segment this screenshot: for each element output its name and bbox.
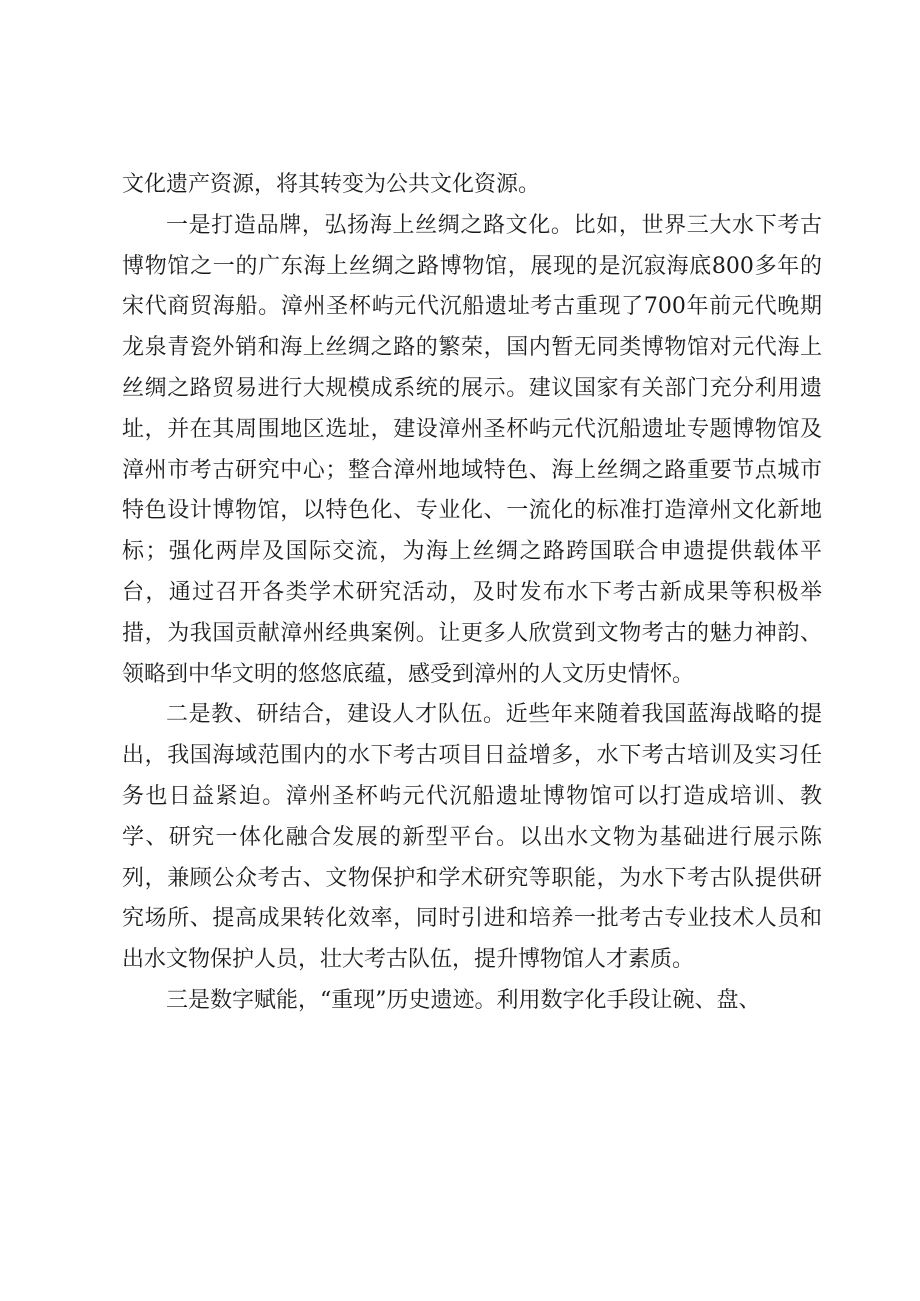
paragraph-talent-team: 二是教、研结合，建设人才队伍。近些年来随着我国蓝海战略的提出，我国海域范围内的水下考古项目日益增多，水下考古培训及实习任务也日益紧迫。漳州圣杯屿元代沉船遗址博物馆可以打造成培训、教学、研究一体化融合发展的新型平台。以出水文物为基础进行展示陈列，兼顾公众考古、文物保护和学术研究等职能，为水下考古队提供研究场所、提高成果转化效率，同时引进和培养一批考古专业技术人员和出水文物保护人员，壮大考古队伍，提升博物馆人才素质。	[122, 702, 822, 973]
document-body	[122, 165, 822, 1022]
paragraph-continuation: 文化遗产资源，将其转变为公共文化资源。	[122, 172, 541, 197]
paragraph-digital-empowerment: 三是数字赋能，“重现”历史遗迹。利用数字化手段让碗、盘、	[166, 987, 761, 1013]
paragraph-brand-building: 一是打造品牌，弘扬海上丝绸之路文化。比如，世界三大水下考古博物馆之一的广东海上丝绸之路博物馆，展现的是沉寂海底800多年的宋代商贸海船。漳州圣杯屿元代沉船遗址考古重现了700年前元代晚期龙泉青瓷外销和海上丝绸之路的繁荣，国内暂无同类博物馆对元代海上丝绸之路贸易进行大规模成系统的展示。建议国家有关部门充分利用遗址，并在其周围地区选址，建设漳州圣杯屿元代沉船遗址专题博物馆及漳州市考古研究中心；整合漳州地域特色、海上丝绸之路重要节点城市特色设计博物馆，以特色化、专业化、一流化的标准打造漳州文化新地标；强化两岸及国际交流，为海上丝绸之路跨国联合申遗提供载体平台，通过召开各类学术研究活动，及时发布水下考古新成果等积极举措，为我国贡献漳州经典案例。让更多人欣赏到文物考古的魅力神韵、领略到中华文明的悠悠底蕴，感受到漳州的人文历史情怀。	[122, 212, 822, 687]
